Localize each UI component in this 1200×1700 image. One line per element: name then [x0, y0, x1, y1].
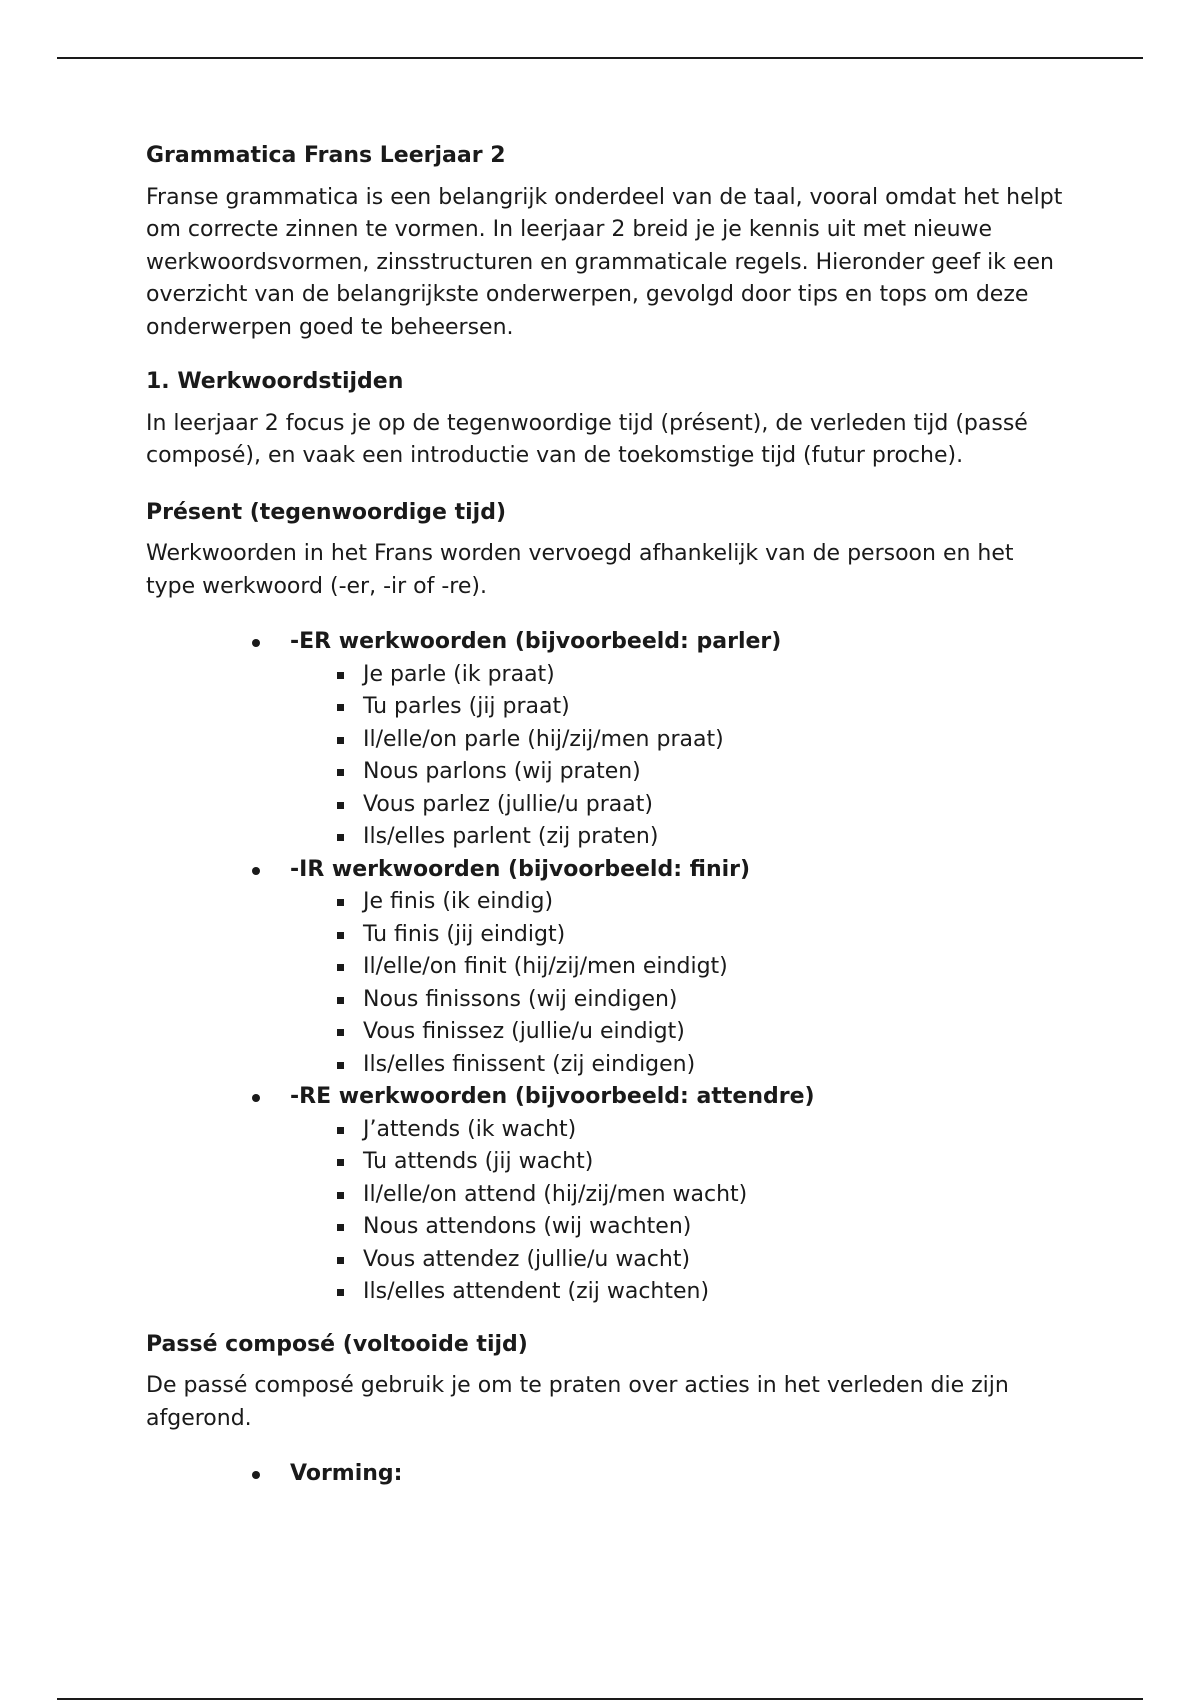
conjugation-text: Ils/elles finissent (zij eindigen)	[363, 1051, 696, 1077]
square-bullet-icon	[337, 834, 344, 841]
conjugation-item	[290, 1049, 1066, 1082]
square-bullet-icon	[337, 737, 344, 744]
conjugation-item	[290, 951, 1066, 984]
conjugation-item	[290, 1016, 1066, 1049]
conjugation-list	[290, 1114, 1066, 1309]
conjugation-item	[290, 1114, 1066, 1147]
conjugation-text: Tu attends (jij wacht)	[363, 1149, 594, 1174]
conjugation-text: Tu parles (jij praat)	[363, 694, 570, 719]
conjugation-list	[290, 659, 1066, 854]
verb-group-ir	[146, 854, 1066, 1082]
square-bullet-icon	[337, 802, 344, 809]
square-bullet-icon	[337, 997, 344, 1004]
bullet-dot-icon	[252, 867, 260, 875]
square-bullet-icon	[337, 1224, 344, 1231]
bullet-dot-icon	[252, 1094, 260, 1102]
conjugation-item	[290, 1179, 1066, 1212]
conjugation-text: Nous parlons (wij praten)	[363, 759, 641, 784]
paragraph-present: Werkwoorden in het Frans worden vervoegd afhankelijk van de persoon en het type werkwoord (-er, -ir of -re).	[146, 541, 1014, 599]
document-body	[146, 140, 1066, 1491]
square-bullet-icon	[337, 1289, 344, 1296]
conjugation-text: Ils/elles parlent (zij praten)	[363, 824, 659, 849]
conjugation-text: Ils/elles attendent (zij wachten)	[363, 1279, 710, 1304]
verb-group-label: -RE werkwoorden (bijvoorbeeld: attendre)	[290, 1084, 815, 1109]
conjugation-item	[290, 919, 1066, 952]
verb-group-label: -ER werkwoorden (bijvoorbeeld: parler)	[290, 629, 782, 654]
conjugation-item	[290, 789, 1066, 822]
square-bullet-icon	[337, 672, 344, 679]
conjugation-list	[290, 886, 1066, 1081]
square-bullet-icon	[337, 1159, 344, 1166]
conjugation-item	[290, 1276, 1066, 1309]
conjugation-item	[290, 659, 1066, 692]
section-paragraph-werkwoordstijden: In leerjaar 2 focus je op de tegenwoordige tijd (présent), de verleden tijd (passé composé), en vaak een introductie van de toekomstige tijd (futur proche).	[146, 410, 1028, 468]
vorming-list	[146, 1458, 1066, 1491]
square-bullet-icon	[337, 1127, 344, 1134]
conjugation-text: Je parle (ik praat)	[363, 661, 555, 687]
square-bullet-icon	[337, 704, 344, 711]
section-heading-werkwoordstijden: 1. Werkwoordstijden	[146, 369, 404, 394]
subheading-passe-compose: Passé composé (voltooide tijd)	[146, 1331, 528, 1357]
top-rule	[57, 57, 1143, 59]
conjugation-item	[290, 691, 1066, 724]
conjugation-text: Il/elle/on attend (hij/zij/men wacht)	[363, 1181, 748, 1207]
document-title: Grammatica Frans Leerjaar 2	[146, 143, 506, 168]
conjugation-text: Nous attendons (wij wachten)	[363, 1214, 692, 1239]
verb-group-re	[146, 1081, 1066, 1309]
square-bullet-icon	[337, 964, 344, 971]
square-bullet-icon	[337, 899, 344, 906]
conjugation-text: Il/elle/on finit (hij/zij/men eindigt)	[363, 954, 728, 979]
bullet-dot-icon	[252, 1471, 260, 1479]
verb-group-list	[146, 626, 1066, 1309]
conjugation-item	[290, 1146, 1066, 1179]
conjugation-item	[290, 756, 1066, 789]
conjugation-text: Vous finissez (jullie/u eindigt)	[363, 1019, 685, 1044]
conjugation-text: J’attends (ik wacht)	[363, 1116, 577, 1142]
conjugation-text: Vous parlez (jullie/u praat)	[363, 791, 653, 817]
conjugation-item	[290, 724, 1066, 757]
conjugation-item	[290, 1244, 1066, 1277]
verb-group-er	[146, 626, 1066, 854]
square-bullet-icon	[337, 769, 344, 776]
conjugation-item	[290, 1211, 1066, 1244]
square-bullet-icon	[337, 1062, 344, 1069]
conjugation-text: Je finis (ik eindig)	[363, 889, 554, 914]
conjugation-text: Il/elle/on parle (hij/zij/men praat)	[363, 726, 724, 752]
verb-group-label: -IR werkwoorden (bijvoorbeeld: finir)	[290, 856, 751, 882]
vorming-label: Vorming:	[290, 1461, 403, 1486]
square-bullet-icon	[337, 1029, 344, 1036]
bullet-dot-icon	[252, 639, 260, 647]
conjugation-item	[290, 886, 1066, 919]
subheading-present: Présent (tegenwoordige tijd)	[146, 499, 506, 525]
conjugation-text: Nous finissons (wij eindigen)	[363, 986, 678, 1012]
square-bullet-icon	[337, 1192, 344, 1199]
paragraph-passe-compose: De passé composé gebruik je om te praten over acties in het verleden die zijn afgerond.	[146, 1373, 1009, 1431]
conjugation-text: Vous attendez (jullie/u wacht)	[363, 1246, 691, 1272]
conjugation-text: Tu finis (jij eindigt)	[363, 921, 566, 947]
vorming-item	[146, 1458, 1066, 1491]
conjugation-item	[290, 984, 1066, 1017]
conjugation-item	[290, 821, 1066, 854]
square-bullet-icon	[337, 1257, 344, 1264]
intro-paragraph: Franse grammatica is een belangrijk onderdeel van de taal, vooral omdat het helpt om correcte zinnen te vormen. In leerjaar 2 breid je je kennis uit met nieuwe werkwoordsvormen, zinsstructuren en grammaticale regels. Hieronder geef ik een overzicht van de belangrijkste onderwerpen, gevolgd door tips en tops om deze onderwerpen goed te beheersen.	[146, 184, 1063, 340]
square-bullet-icon	[337, 932, 344, 939]
